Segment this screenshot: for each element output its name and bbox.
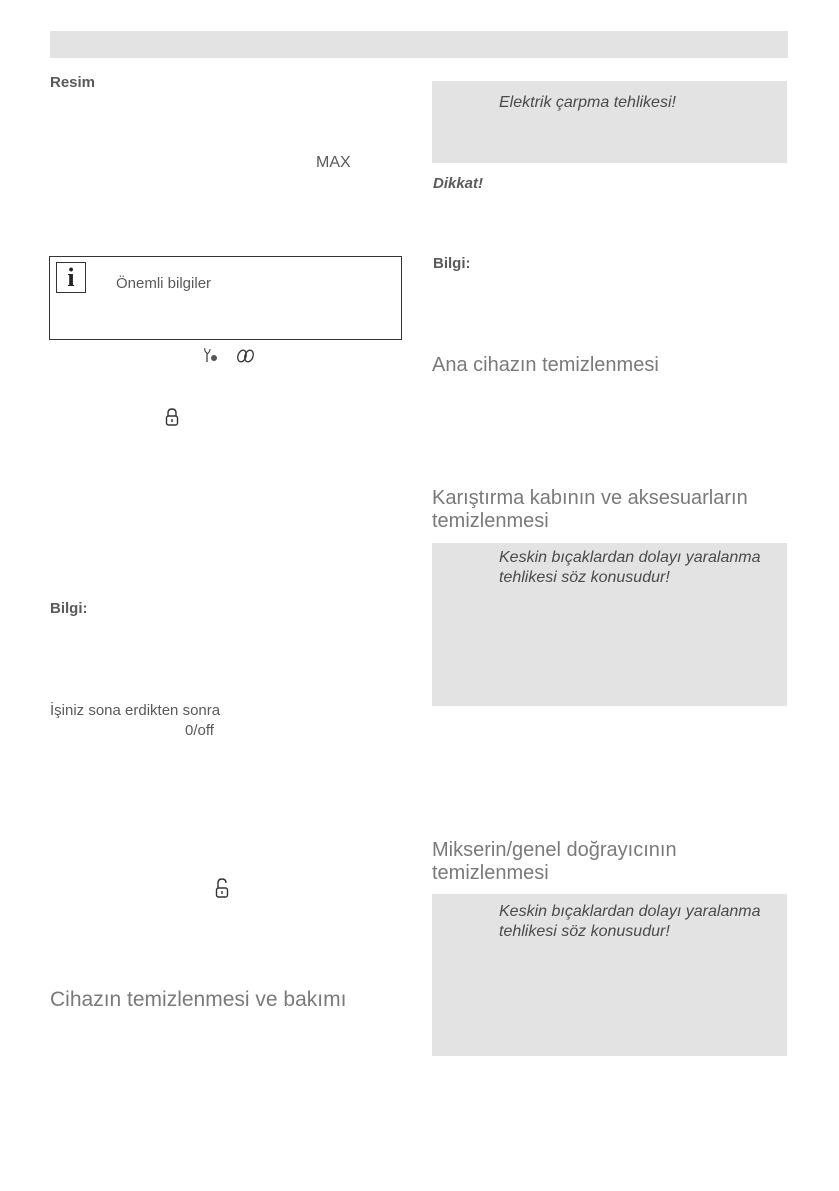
herb-icon xyxy=(204,347,218,363)
warning-box-blades-2 xyxy=(432,894,787,1056)
heading-main-unit: Ana cihazın temizlenmesi xyxy=(432,354,659,376)
after-work-label: İşiniz sona erdikten sonra xyxy=(50,702,221,719)
warning-box-electric xyxy=(432,81,787,163)
warning-blades-text-1: Keskin bıçaklardan dolayı yaralanma tehlikesi söz konusudur! xyxy=(499,549,761,586)
important-info-box xyxy=(49,256,402,340)
whisk-icon xyxy=(236,349,256,363)
bilgi-label-left: Bilgi: xyxy=(50,600,88,617)
section-heading-cleaning: Cihazın temizlenmesi ve bakımı xyxy=(50,988,347,1011)
warning-box-blades-1 xyxy=(432,543,787,706)
warning-electric-text: Elektrik çarpma tehlikesi! xyxy=(499,94,676,111)
heading-mixer-chopper: Mikserin/genel doğrayıcının temizlenmesi xyxy=(432,839,677,884)
lock-closed-icon xyxy=(165,408,179,426)
off-label: 0/off xyxy=(185,722,214,739)
lock-open-icon xyxy=(215,878,229,898)
max-label: MAX xyxy=(316,154,351,171)
warning-blades-text-2: Keskin bıçaklardan dolayı yaralanma tehlikesi söz konusudur! xyxy=(499,903,761,940)
info-icon: i xyxy=(56,262,86,293)
bilgi-label-right: Bilgi: xyxy=(433,255,471,272)
resim-label: Resim xyxy=(50,74,96,91)
heading-bowl-accessories: Karıştırma kabının ve aksesuarların temizlenmesi xyxy=(432,487,748,532)
dikkat-label: Dikkat! xyxy=(433,175,484,192)
info-box-label: Önemli bilgiler xyxy=(116,275,212,292)
page-header-bar xyxy=(50,31,788,58)
